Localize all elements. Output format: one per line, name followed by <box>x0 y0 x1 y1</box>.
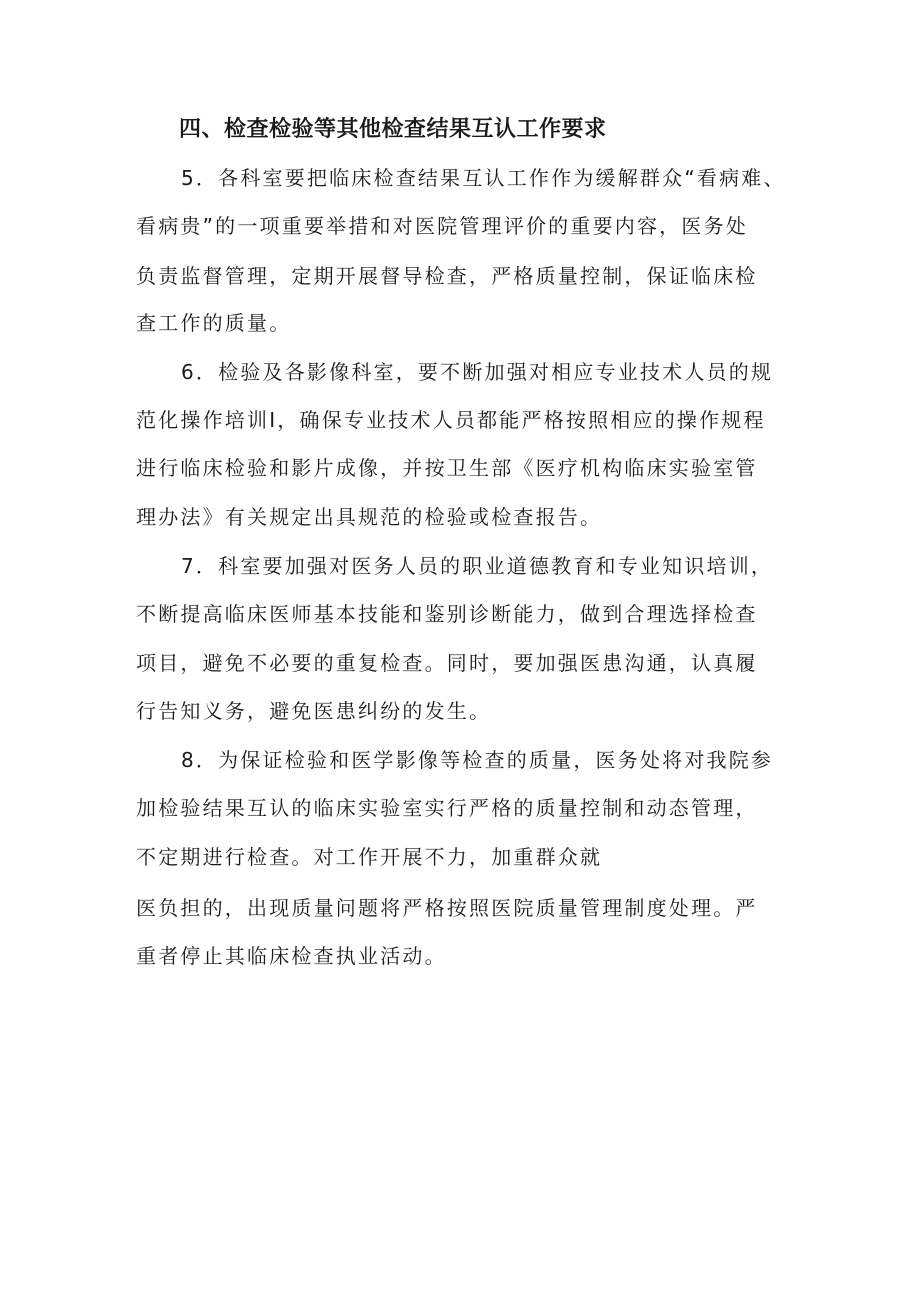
paragraph-8-line-5: 重者停止其临床检查执业活动。 <box>136 944 447 968</box>
paragraph-8-line-3: 不定期进行检查。对工作开展不力，加重群众就 <box>136 845 603 869</box>
section-heading: 四、检查检验等其他检查结果互认工作要求 <box>179 117 607 142</box>
paragraph-5-line-1: 5．各科室要把临床检查结果互认工作作为缓解群众“看病难、 <box>181 166 786 190</box>
paragraph-8-line-4: 医负担的，出现质量问题将严格按照医院质量管理制度处理。严 <box>136 896 758 920</box>
paragraph-6-line-3: 进行临床检验和影片成像，并按卫生部《医疗机构临床实验室管 <box>136 456 758 480</box>
paragraph-7-line-3: 项目，避免不必要的重复检查。同时，要加强医患沟通，认真履 <box>136 651 758 675</box>
paragraph-6-line-1: 6．检验及各影像科室，要不断加强对相应专业技术人员的规 <box>181 360 774 384</box>
paragraph-5-line-4: 查工作的质量。 <box>136 311 292 335</box>
paragraph-6-line-4: 理办法》有关规定出具规范的检验或检查报告。 <box>136 505 603 529</box>
paragraph-8-line-1: 8．为保证检验和医学影像等检查的质量，医务处将对我院参 <box>181 748 774 772</box>
paragraph-5-line-3: 负责监督管理，定期开展督导检查，严格质量控制，保证临床检 <box>136 264 758 288</box>
paragraph-7-line-2: 不断提高临床医师基本技能和鉴别诊断能力，做到合理选择检查 <box>136 602 758 626</box>
paragraph-7-line-4: 行告知义务，避免医患纠纷的发生。 <box>136 699 492 723</box>
paragraph-5-line-2: 看病贵”的一项重要举措和对医院管理评价的重要内容，医务处 <box>136 214 748 238</box>
paragraph-8-line-2: 加检验结果互认的临床实验室实行严格的质量控制和动态管理， <box>136 796 758 820</box>
paragraph-7-line-1: 7．科室要加强对医务人员的职业道德教育和专业知识培训， <box>181 554 774 578</box>
paragraph-6-line-2: 范化操作培训I，确保专业技术人员都能严格按照相应的操作规程 <box>136 408 766 432</box>
